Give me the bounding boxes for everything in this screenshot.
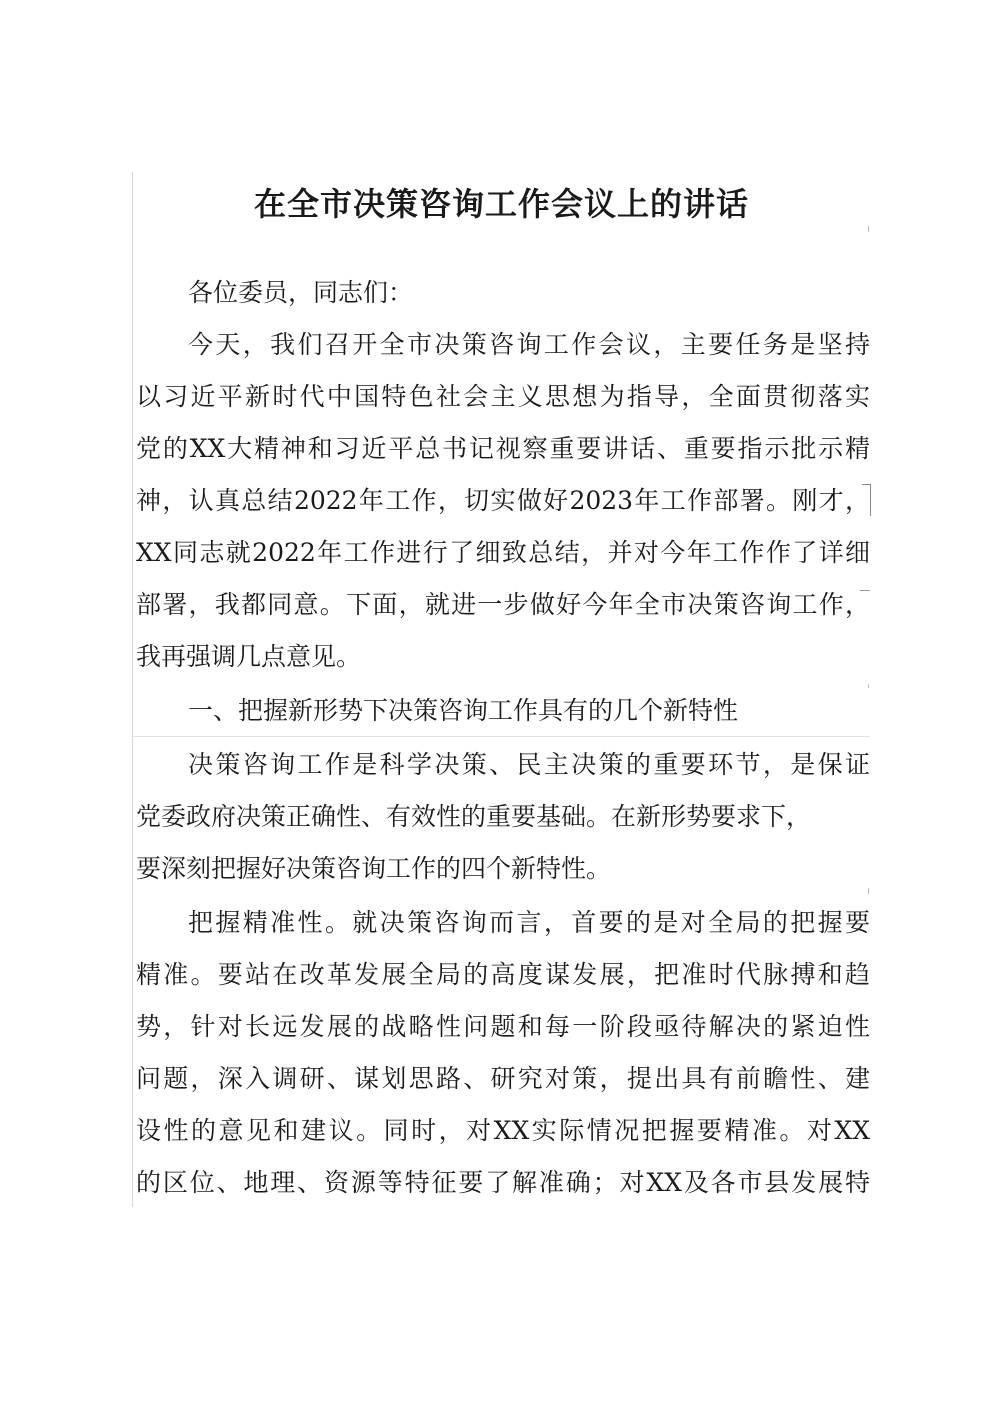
section-heading: 一、把握新形势下决策咨询工作具有的几个新特性 xyxy=(188,696,739,725)
paragraph-line: 精准。要站在改革发展全局的高度谋发展，把准时代脉搏和趋 xyxy=(136,960,870,989)
paragraph-line: 部署，我都同意。下面，就进一步做好今年全市决策咨询工作， xyxy=(136,590,870,619)
paragraph-line: 问题，深入调研、谋划思路、研究对策，提出具有前瞻性、建 xyxy=(136,1064,870,1093)
paragraph-line: 神，认真总结2022年工作，切实做好2023年工作部署。刚才， xyxy=(136,486,870,515)
section-divider xyxy=(133,736,870,737)
paragraph-line: 今天，我们召开全市决策咨询工作会议，主要任务是坚持 xyxy=(188,330,870,359)
crop-mark xyxy=(870,484,871,516)
paragraph-line: XX同志就2022年工作进行了细致总结，并对今年工作作了详细 xyxy=(136,538,870,567)
paragraph-line: 以习近平新时代中国特色社会主义思想为指导，全面贯彻落实 xyxy=(136,382,870,411)
paragraph-line: 设性的意见和建议。同时，对XX实际情况把握要精准。对XX xyxy=(136,1116,870,1145)
document-title: 在全市决策咨询工作会议上的讲话 xyxy=(253,185,749,223)
crop-mark xyxy=(868,684,869,688)
paragraph-line: 要深刻把握好决策咨询工作的四个新特性。 xyxy=(136,854,612,883)
left-margin-guide xyxy=(132,172,133,1207)
paragraph-line: 势，针对长远发展的战略性问题和每一阶段亟待解决的紧迫性 xyxy=(136,1012,870,1041)
greeting: 各位委员，同志们： xyxy=(188,278,414,307)
paragraph-line: 党的XX大精神和习近平总书记视察重要讲话、重要指示批示精 xyxy=(136,434,870,463)
paragraph-line: 的区位、地理、资源等特征要了解准确；对XX及各市县发展特 xyxy=(136,1168,870,1197)
paragraph-line: 党委政府决策正确性、有效性的重要基础。在新形势要求下， xyxy=(136,802,812,831)
paragraph-line: 把握精准性。就决策咨询而言，首要的是对全局的把握要 xyxy=(188,908,870,937)
paragraph-line: 决策咨询工作是科学决策、民主决策的重要环节，是保证 xyxy=(188,750,870,779)
paragraph-line: 我再强调几点意见。 xyxy=(136,642,362,671)
